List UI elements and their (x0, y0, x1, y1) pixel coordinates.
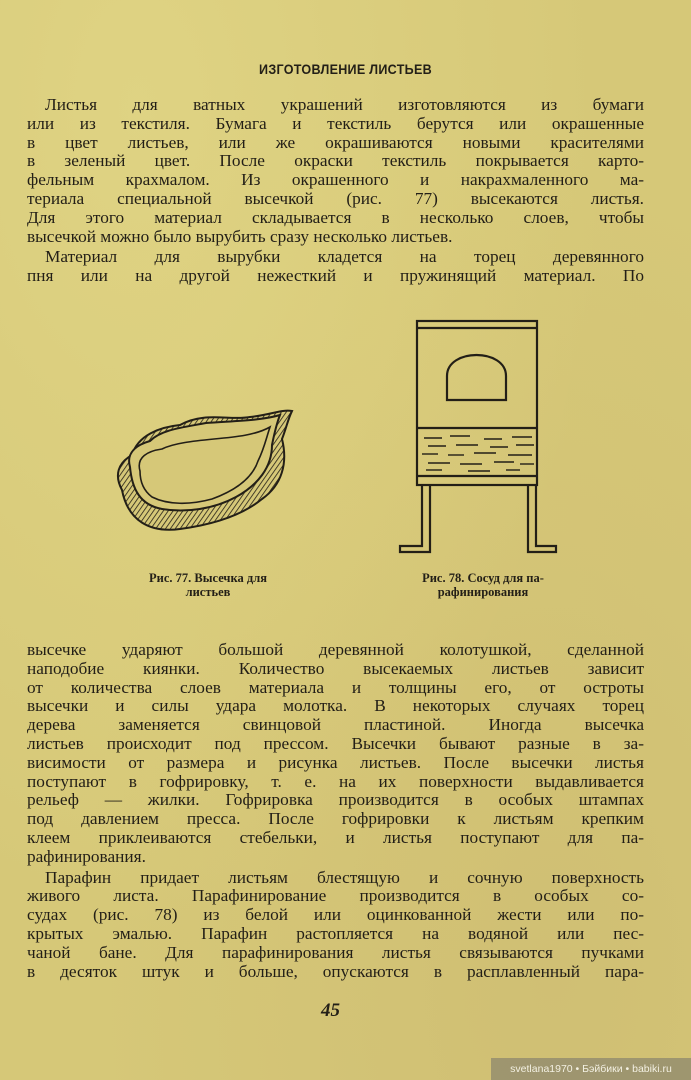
text-line: наподобие киянки. Количество высекаемых листьев зависит (27, 658, 644, 678)
text-line: в десяток штук и больше, опускаются в расплавленный пара- (27, 961, 644, 981)
leaf-cutter-illustration (110, 405, 300, 535)
text-line: крытых эмалью. Парафин растопляется на водяной или пес- (27, 923, 644, 943)
text-line: высечкой можно было вырубить сразу несколько листьев. (27, 226, 453, 246)
text-line: или из текстиля. Бумага и текстиль берутся или окрашенные (27, 113, 644, 133)
text-line: поступают в гофрировку, т. е. на их поверхности выдавливается (27, 771, 644, 791)
caption-line: рафинирования (437, 585, 529, 599)
text-line: рафинирования. (27, 846, 146, 866)
text-line: в цвет листьев, или же окрашиваются новыми красителями (27, 132, 644, 152)
text-line: чаной бане. Для парафинирования листья связываются пучками (27, 942, 644, 962)
text-line: листьев происходит под прессом. Высечки бывают разные в за- (27, 733, 644, 753)
text-line: высечки и силы удара молотка. В некоторых случаях торец (27, 696, 644, 716)
text-line: от количества слоев материала и толщины его, от остроты (27, 677, 644, 697)
figure-78 (398, 318, 568, 558)
figure-77 (110, 405, 300, 535)
text-line: фельным крахмалом. Из окрашенного и накрахмаленного ма- (27, 170, 644, 190)
text-line: пня или на другой нежесткий и пружинящий материал. По (27, 266, 644, 286)
text-line: клеем приклеиваются стебельки, и листья поступают для па- (27, 827, 644, 847)
caption-line: Рис. 78. Сосуд для па- (422, 571, 544, 585)
page-number: 45 (321, 1000, 340, 1021)
text-line: дерева заменяется свинцовой пластиной. Иногда высечка (27, 715, 644, 735)
text-line: териала специальной высечкой (рис. 77) высекаются листья. (27, 188, 644, 208)
text-line: Парафин придает листьям блестящую и сочную поверхность (45, 867, 644, 887)
text-block-bottom (27, 641, 644, 981)
text-line: высечке ударяют большой деревянной колотушкой, сделанной (27, 640, 644, 659)
figure-77-caption (108, 571, 308, 599)
figure-78-caption (378, 571, 588, 599)
section-heading: ИЗГОТОВЛЕНИЕ ЛИСТЬЕВ (259, 62, 432, 77)
text-line: под давлением пресса. После гофрировки к листьям крепким (27, 809, 644, 829)
text-line: Листья для ватных украшений изготовляются из бумаги (45, 95, 644, 114)
caption-line: листьев (185, 585, 231, 599)
caption-line: Рис. 77. Высечка для (149, 571, 267, 585)
text-line: в зеленый цвет. После окраски текстиль покрывается карто- (27, 151, 644, 171)
paraffin-vessel-illustration (398, 318, 568, 558)
text-line: живого листа. Парафинирование производится в особых со- (27, 886, 644, 906)
text-block-top (27, 96, 644, 286)
text-line: Для этого материал складывается в несколько слоев, чтобы (27, 207, 644, 227)
text-line: висимости от размера и рисунка листьев. После высечки листья (27, 752, 644, 772)
watermark: svetlana1970 • Бэйбики • babiki.ru (491, 1058, 691, 1080)
text-line: рельеф — жилки. Гофрировка производится в особых штампах (27, 790, 644, 810)
text-line: судах (рис. 78) из белой или оцинкованной жести или по- (27, 905, 644, 925)
text-line: Материал для вырубки кладется на торец деревянного (45, 247, 644, 267)
